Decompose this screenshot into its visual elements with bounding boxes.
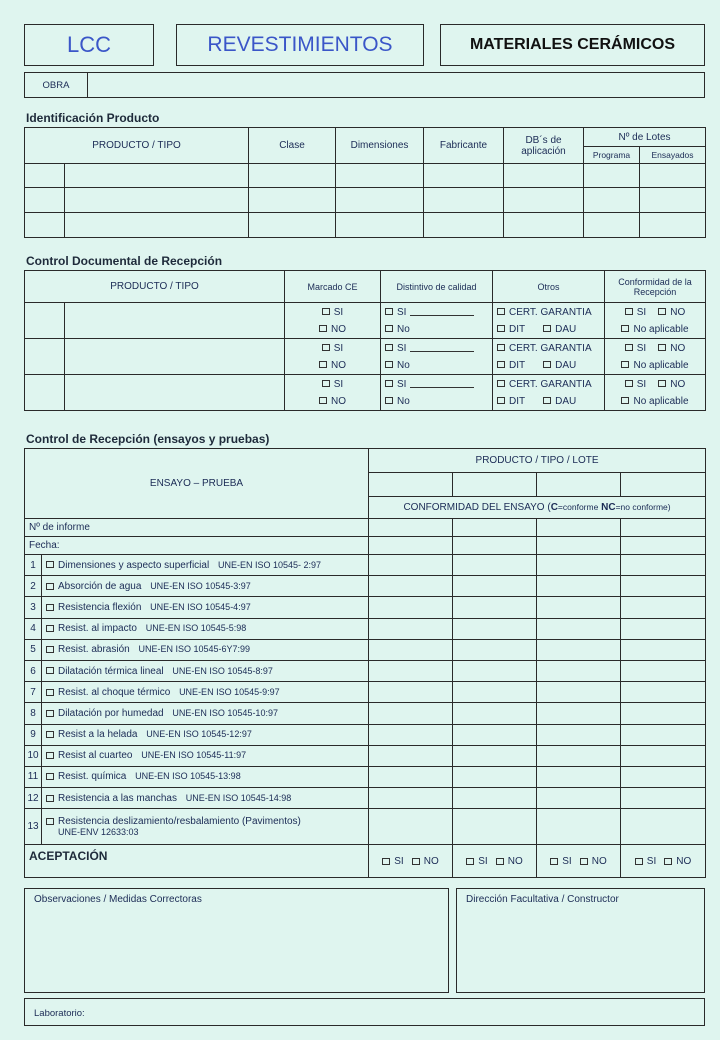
doc-row bbox=[25, 303, 706, 339]
checkbox-icon bbox=[46, 773, 54, 780]
header-revestimientos bbox=[176, 24, 424, 66]
otros-dit[interactable]: DIT bbox=[497, 360, 525, 371]
cell[interactable] bbox=[25, 303, 65, 339]
test-name: Resistencia a las manchas bbox=[58, 792, 177, 804]
fecha-label: Fecha: bbox=[25, 537, 369, 555]
result-cell[interactable] bbox=[369, 809, 453, 845]
ensayo-prueba-label: ENSAYO – PRUEBA bbox=[25, 449, 369, 519]
cell[interactable] bbox=[369, 537, 453, 555]
table-row bbox=[25, 164, 706, 188]
lote-2-field[interactable] bbox=[453, 473, 537, 497]
checkbox-icon bbox=[46, 561, 54, 568]
test-row bbox=[25, 724, 706, 745]
aceptacion-no[interactable]: NO bbox=[412, 856, 439, 867]
aceptacion-cell bbox=[453, 845, 537, 878]
marcado-si[interactable]: SI bbox=[285, 376, 380, 393]
test-row bbox=[25, 555, 706, 576]
conf-no[interactable]: NO bbox=[658, 379, 685, 390]
lote-1-field[interactable] bbox=[369, 473, 453, 497]
distintivo-si[interactable]: SI bbox=[385, 376, 492, 393]
result-cell[interactable] bbox=[369, 766, 453, 787]
test-standard: UNE-EN ISO 10545-9:97 bbox=[179, 686, 280, 697]
test-number: 2 bbox=[25, 576, 42, 597]
conf-no-aplicable[interactable]: No aplicable bbox=[605, 357, 705, 374]
laboratorio-label: Laboratorio: bbox=[34, 1008, 85, 1019]
conf-no-aplicable[interactable]: No aplicable bbox=[605, 393, 705, 410]
test-standard: UNE-EN ISO 10545-6Y7:99 bbox=[138, 644, 251, 655]
obra-table bbox=[24, 72, 705, 98]
test-standard: UNE-EN ISO 10545-8:97 bbox=[172, 665, 273, 676]
conf-no[interactable]: NO bbox=[658, 343, 685, 354]
test-name: Resist. al choque térmico bbox=[58, 686, 171, 698]
result-cell[interactable] bbox=[621, 766, 706, 787]
result-cell[interactable] bbox=[369, 660, 453, 681]
cell[interactable] bbox=[65, 339, 285, 375]
result-cell[interactable] bbox=[621, 576, 706, 597]
doc-row bbox=[25, 339, 706, 375]
test-row bbox=[25, 597, 706, 618]
marcado-si[interactable]: SI bbox=[285, 340, 380, 357]
cell[interactable] bbox=[65, 188, 249, 213]
lote-3-field[interactable] bbox=[537, 473, 621, 497]
cell[interactable] bbox=[640, 164, 706, 188]
aceptacion-cell bbox=[537, 845, 621, 878]
test-number: 5 bbox=[25, 639, 42, 660]
aceptacion-label: ACEPTACIÓN bbox=[25, 845, 369, 878]
obra-field[interactable] bbox=[88, 73, 705, 98]
result-cell[interactable] bbox=[537, 618, 621, 639]
test-row bbox=[25, 660, 706, 681]
observaciones-box[interactable] bbox=[24, 888, 449, 993]
result-cell[interactable] bbox=[537, 809, 621, 845]
cell[interactable] bbox=[65, 375, 285, 411]
test-row bbox=[25, 682, 706, 703]
cell[interactable] bbox=[504, 213, 584, 238]
test-number: 8 bbox=[25, 703, 42, 724]
producto-lote-label: PRODUCTO / TIPO / LOTE bbox=[369, 449, 706, 473]
result-cell[interactable] bbox=[453, 766, 537, 787]
test-name: Resistencia flexión bbox=[58, 601, 142, 613]
test-name: Absorción de agua bbox=[58, 580, 142, 592]
aceptacion-cell bbox=[621, 845, 706, 878]
result-cell[interactable] bbox=[453, 660, 537, 681]
result-cell[interactable] bbox=[453, 597, 537, 618]
col-fabricante: Fabricante bbox=[424, 128, 504, 164]
cell[interactable] bbox=[640, 213, 706, 238]
cell[interactable] bbox=[537, 537, 621, 555]
result-cell[interactable] bbox=[537, 639, 621, 660]
result-cell[interactable] bbox=[537, 660, 621, 681]
test-number: 4 bbox=[25, 618, 42, 639]
result-cell[interactable] bbox=[537, 766, 621, 787]
result-cell[interactable] bbox=[537, 788, 621, 809]
result-cell[interactable] bbox=[537, 745, 621, 766]
test-description[interactable] bbox=[42, 682, 369, 703]
marcado-no[interactable]: NO bbox=[285, 357, 380, 374]
test-row bbox=[25, 766, 706, 787]
result-cell[interactable] bbox=[537, 576, 621, 597]
test-name: Resist. al impacto bbox=[58, 623, 137, 635]
checkbox-icon bbox=[46, 752, 54, 759]
distintivo-no[interactable]: No bbox=[385, 393, 492, 410]
result-cell[interactable] bbox=[369, 788, 453, 809]
result-cell[interactable] bbox=[453, 555, 537, 576]
otros-dau[interactable]: DAU bbox=[543, 324, 576, 335]
result-cell[interactable] bbox=[453, 745, 537, 766]
lote-4-field[interactable] bbox=[621, 473, 706, 497]
result-cell[interactable] bbox=[369, 682, 453, 703]
result-cell[interactable] bbox=[369, 576, 453, 597]
test-name: Dilatación térmica lineal bbox=[58, 665, 164, 677]
otros-dit[interactable]: DIT bbox=[497, 324, 525, 335]
cell[interactable] bbox=[25, 213, 65, 238]
cell[interactable] bbox=[249, 188, 336, 213]
cell[interactable] bbox=[65, 213, 249, 238]
cell[interactable] bbox=[584, 213, 640, 238]
cell[interactable] bbox=[336, 213, 424, 238]
aceptacion-no[interactable]: NO bbox=[580, 856, 607, 867]
test-description[interactable] bbox=[42, 745, 369, 766]
test-description[interactable] bbox=[42, 597, 369, 618]
test-standard: UNE-EN ISO 10545-11:97 bbox=[141, 750, 247, 761]
test-name: Resist al cuarteo bbox=[58, 750, 133, 762]
col-ensayados: Ensayados bbox=[640, 147, 706, 164]
result-cell[interactable] bbox=[621, 639, 706, 660]
test-number: 11 bbox=[25, 766, 42, 787]
otros-dau[interactable]: DAU bbox=[543, 396, 576, 407]
aceptacion-si[interactable]: SI bbox=[635, 856, 656, 867]
aceptacion-si[interactable]: SI bbox=[466, 856, 487, 867]
otros-cert[interactable]: CERT. GARANTIA bbox=[497, 304, 604, 321]
test-name: Resistencia deslizamiento/resbalamiento (Pavimentos) bbox=[58, 815, 301, 827]
result-cell[interactable] bbox=[369, 555, 453, 576]
result-cell[interactable] bbox=[453, 682, 537, 703]
cell[interactable] bbox=[65, 303, 285, 339]
header-lcc-text: LCC bbox=[66, 32, 111, 57]
cell[interactable] bbox=[369, 519, 453, 537]
header-revestimientos-text: REVESTIMIENTOS bbox=[207, 33, 393, 56]
cell[interactable] bbox=[336, 188, 424, 213]
checkbox-icon bbox=[46, 667, 54, 674]
test-description[interactable] bbox=[42, 639, 369, 660]
col2-otros: Otros bbox=[493, 271, 605, 303]
conf-si[interactable]: SI bbox=[625, 379, 646, 390]
otros-cert[interactable]: CERT. GARANTIA bbox=[497, 340, 604, 357]
cell[interactable] bbox=[424, 213, 504, 238]
test-name: Dilatación por humedad bbox=[58, 707, 164, 719]
result-cell[interactable] bbox=[453, 639, 537, 660]
test-standard: UNE-EN ISO 10545- 2:97 bbox=[217, 559, 322, 570]
result-cell[interactable] bbox=[621, 788, 706, 809]
ensayos-table bbox=[24, 448, 706, 878]
test-number: 13 bbox=[25, 809, 42, 845]
test-number: 10 bbox=[25, 745, 42, 766]
cell[interactable] bbox=[25, 164, 65, 188]
checkbox-icon bbox=[46, 795, 54, 802]
cell[interactable] bbox=[25, 339, 65, 375]
table-row bbox=[25, 188, 706, 213]
cell[interactable] bbox=[65, 164, 249, 188]
conf-no-aplicable[interactable]: No aplicable bbox=[605, 321, 705, 338]
section-identificacion-title: Identificación Producto bbox=[26, 111, 160, 125]
test-number: 7 bbox=[25, 682, 42, 703]
cell[interactable] bbox=[249, 213, 336, 238]
cell[interactable] bbox=[424, 164, 504, 188]
test-standard: UNE-EN ISO 10545-14:98 bbox=[185, 792, 292, 803]
test-description[interactable] bbox=[42, 555, 369, 576]
test-number: 6 bbox=[25, 660, 42, 681]
result-cell[interactable] bbox=[621, 555, 706, 576]
result-cell[interactable] bbox=[621, 724, 706, 745]
test-number: 1 bbox=[25, 555, 42, 576]
conf-si[interactable]: SI bbox=[625, 343, 646, 354]
test-number: 9 bbox=[25, 724, 42, 745]
test-row bbox=[25, 576, 706, 597]
result-cell[interactable] bbox=[453, 788, 537, 809]
laboratorio-box[interactable] bbox=[24, 998, 705, 1026]
result-cell[interactable] bbox=[369, 703, 453, 724]
header-lcc bbox=[24, 24, 154, 66]
checkbox-icon bbox=[46, 646, 54, 653]
col-db: DB´s de aplicación bbox=[504, 128, 584, 164]
test-name: Resist a la helada bbox=[58, 729, 138, 741]
result-cell[interactable] bbox=[537, 555, 621, 576]
test-row bbox=[25, 639, 706, 660]
result-cell[interactable] bbox=[537, 703, 621, 724]
test-description[interactable] bbox=[42, 724, 369, 745]
checkbox-icon bbox=[46, 731, 54, 738]
result-cell[interactable] bbox=[369, 618, 453, 639]
test-name: Resist. química bbox=[58, 771, 127, 783]
result-cell[interactable] bbox=[369, 597, 453, 618]
test-standard: UNE-EN ISO 10545-4:97 bbox=[150, 601, 251, 612]
checkbox-icon bbox=[46, 689, 54, 696]
test-standard: UNE-ENV 12633:03 bbox=[58, 826, 139, 837]
test-name: Resist. abrasión bbox=[58, 644, 130, 656]
col2-marcado: Marcado CE bbox=[285, 271, 381, 303]
col-producto: PRODUCTO / TIPO bbox=[25, 128, 249, 164]
test-description[interactable] bbox=[42, 788, 369, 809]
result-cell[interactable] bbox=[621, 809, 706, 845]
test-number: 12 bbox=[25, 788, 42, 809]
cell[interactable] bbox=[453, 537, 537, 555]
test-description[interactable] bbox=[42, 660, 369, 681]
result-cell[interactable] bbox=[453, 809, 537, 845]
result-cell[interactable] bbox=[453, 703, 537, 724]
result-cell[interactable] bbox=[537, 682, 621, 703]
test-description[interactable] bbox=[42, 618, 369, 639]
test-row bbox=[25, 703, 706, 724]
col2-distintivo: Distintivo de calidad bbox=[381, 271, 493, 303]
marcado-no[interactable]: NO bbox=[285, 393, 380, 410]
distintivo-si[interactable]: SI bbox=[385, 304, 492, 321]
cell[interactable] bbox=[453, 519, 537, 537]
test-standard: UNE-EN ISO 10545-3:97 bbox=[150, 580, 251, 591]
test-row bbox=[25, 618, 706, 639]
test-standard: UNE-EN ISO 10545-5:98 bbox=[145, 623, 247, 634]
distintivo-si[interactable]: SI bbox=[385, 340, 492, 357]
result-cell[interactable] bbox=[621, 703, 706, 724]
test-standard: UNE-EN ISO 10545-10:97 bbox=[172, 707, 278, 718]
cell[interactable] bbox=[621, 537, 706, 555]
obra-label: OBRA bbox=[25, 73, 88, 98]
section-control-recepcion-title: Control de Recepción (ensayos y pruebas) bbox=[26, 432, 270, 446]
result-cell[interactable] bbox=[369, 639, 453, 660]
informe-label: Nº de informe bbox=[25, 519, 369, 537]
marcado-si[interactable]: SI bbox=[285, 304, 380, 321]
test-row bbox=[25, 788, 706, 809]
result-cell[interactable] bbox=[537, 597, 621, 618]
test-description[interactable] bbox=[42, 576, 369, 597]
test-standard: UNE-EN ISO 10545-13:98 bbox=[135, 771, 241, 782]
cell[interactable] bbox=[336, 164, 424, 188]
cell[interactable] bbox=[424, 188, 504, 213]
cell[interactable] bbox=[584, 164, 640, 188]
cell[interactable] bbox=[584, 188, 640, 213]
cell[interactable] bbox=[504, 188, 584, 213]
checkbox-icon bbox=[46, 625, 54, 632]
checkbox-icon bbox=[46, 818, 54, 825]
marcado-no[interactable]: NO bbox=[285, 321, 380, 338]
aceptacion-cell bbox=[369, 845, 453, 878]
col-clase: Clase bbox=[249, 128, 336, 164]
conformidad-label: CONFORMIDAD DEL ENSAYO (C=conforme NC=no conforme) bbox=[369, 497, 706, 519]
section-control-documental-title: Control Documental de Recepción bbox=[26, 254, 223, 268]
distintivo-no[interactable]: No bbox=[385, 357, 492, 374]
cell[interactable] bbox=[621, 519, 706, 537]
cell[interactable] bbox=[25, 375, 65, 411]
control-documental-table bbox=[24, 270, 706, 411]
col2-conformidad: Conformidad de la Recepción bbox=[605, 271, 706, 303]
result-cell[interactable] bbox=[453, 618, 537, 639]
col-lotes: Nº de Lotes bbox=[584, 128, 706, 147]
test-standard: UNE-EN ISO 10545-12:97 bbox=[146, 729, 252, 740]
result-cell[interactable] bbox=[537, 724, 621, 745]
test-description[interactable] bbox=[42, 703, 369, 724]
col-programa: Programa bbox=[584, 147, 640, 164]
test-row bbox=[25, 809, 706, 845]
direccion-box[interactable] bbox=[456, 888, 705, 993]
identificacion-table bbox=[24, 127, 706, 238]
result-cell[interactable] bbox=[621, 618, 706, 639]
aceptacion-si[interactable]: SI bbox=[550, 856, 571, 867]
cell[interactable] bbox=[537, 519, 621, 537]
col2-producto: PRODUCTO / TIPO bbox=[25, 271, 285, 303]
cell[interactable] bbox=[504, 164, 584, 188]
result-cell[interactable] bbox=[621, 745, 706, 766]
conf-si[interactable]: SI bbox=[625, 307, 646, 318]
test-description[interactable] bbox=[42, 809, 369, 845]
conf-no[interactable]: NO bbox=[658, 307, 685, 318]
col-dimensiones: Dimensiones bbox=[336, 128, 424, 164]
distintivo-no[interactable]: No bbox=[385, 321, 492, 338]
header-materiales bbox=[440, 24, 705, 66]
cell[interactable] bbox=[640, 188, 706, 213]
table-row bbox=[25, 213, 706, 238]
aceptacion-si[interactable]: SI bbox=[382, 856, 403, 867]
result-cell[interactable] bbox=[621, 597, 706, 618]
direccion-label: Dirección Facultativa / Constructor bbox=[466, 894, 619, 905]
otros-dau[interactable]: DAU bbox=[543, 360, 576, 371]
cell[interactable] bbox=[25, 188, 65, 213]
result-cell[interactable] bbox=[621, 660, 706, 681]
observaciones-label: Observaciones / Medidas Correctoras bbox=[34, 894, 202, 905]
test-row bbox=[25, 745, 706, 766]
checkbox-icon bbox=[46, 583, 54, 590]
doc-row bbox=[25, 375, 706, 411]
result-cell[interactable] bbox=[369, 745, 453, 766]
test-number: 3 bbox=[25, 597, 42, 618]
checkbox-icon bbox=[46, 710, 54, 717]
header-materiales-text: MATERIALES CERÁMICOS bbox=[469, 36, 676, 53]
checkbox-icon bbox=[46, 604, 54, 611]
test-name: Dimensiones y aspecto superficial bbox=[58, 559, 210, 571]
otros-cert[interactable]: CERT. GARANTIA bbox=[497, 376, 604, 393]
result-cell[interactable] bbox=[453, 576, 537, 597]
otros-dit[interactable]: DIT bbox=[497, 396, 525, 407]
result-cell[interactable] bbox=[369, 724, 453, 745]
test-description[interactable] bbox=[42, 766, 369, 787]
aceptacion-no[interactable]: NO bbox=[664, 856, 691, 867]
cell[interactable] bbox=[249, 164, 336, 188]
aceptacion-no[interactable]: NO bbox=[496, 856, 523, 867]
result-cell[interactable] bbox=[621, 682, 706, 703]
result-cell[interactable] bbox=[453, 724, 537, 745]
